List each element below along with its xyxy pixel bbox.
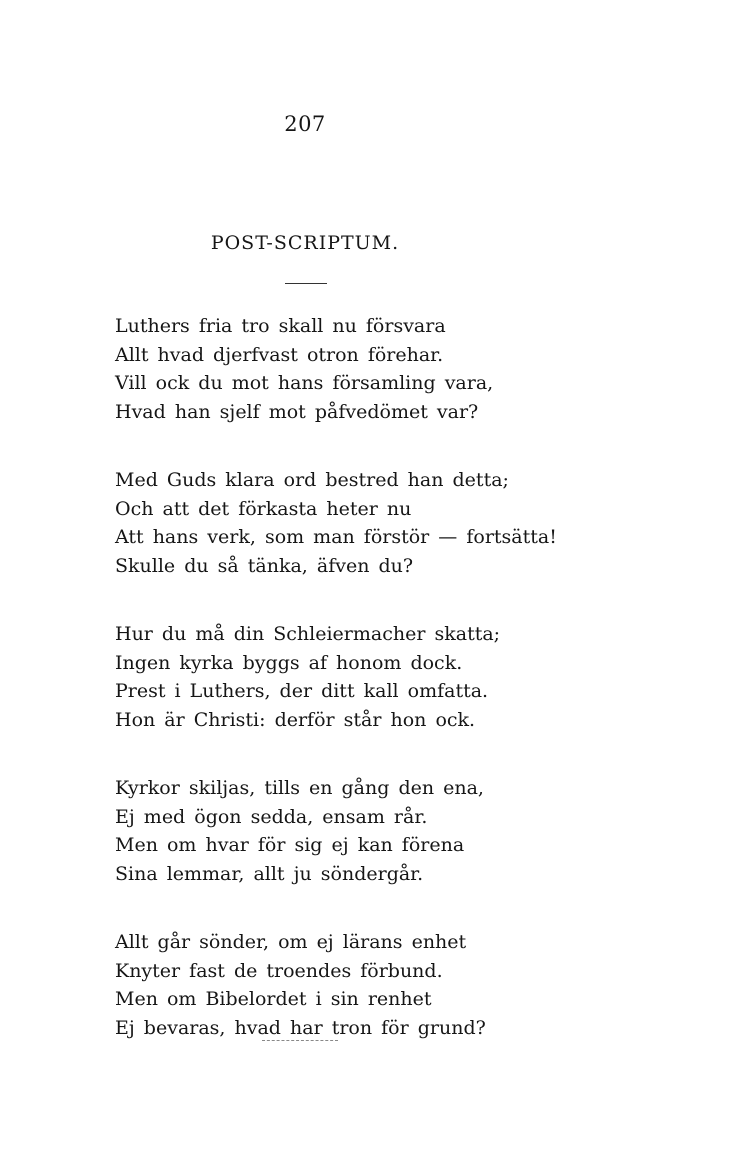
poem-line: Och att det förkasta heter nu [115,497,412,520]
poem-line: Hvad han sjelf mot påfvedömet var? [115,400,479,423]
stanza-1 [115,312,675,426]
poem-line: Med Guds klara ord bestred han detta; [115,469,509,491]
poem-line: Ingen kyrka byggs af honom dock. [115,651,463,674]
poem-line: Men om Bibelordet i sin renhet [115,988,432,1010]
poem-title: POST-SCRIPTUM. [210,232,400,254]
poem-line: Ej bevaras, hvad har tron för grund? [115,1016,486,1039]
stanza-2 [115,466,675,580]
title-divider [285,283,327,284]
poem-body [115,312,675,1082]
poem-line: Ej med ögon sedda, ensam rår. [115,805,428,828]
end-divider [262,1040,338,1041]
poem-line: Skulle du så tänka, äfven du? [115,554,414,577]
poem-line: Prest i Luthers, der ditt kall omfatta. [115,680,489,702]
poem-line: Sina lemmar, allt ju söndergår. [115,862,424,885]
stanza-4 [115,774,675,888]
poem-line: Allt går sönder, om ej lärans enhet [115,931,467,953]
poem-line: Knyter fast de troendes förbund. [115,959,443,982]
poem-line: Hon är Christi: derför står hon ock. [115,708,476,731]
poem-line: Men om hvar för sig ej kan förena [115,834,465,856]
stanza-5 [115,928,675,1042]
poem-line: Att hans verk, som man förstör — fortsätta! [115,526,557,548]
poem-line: Vill ock du mot hans församling vara, [115,372,494,394]
poem-line: Kyrkor skiljas, tills en gång den ena, [115,777,484,799]
poem-line: Hur du må din Schleiermacher skatta; [115,623,501,645]
poem-line: Allt hvad djerfvast otron förehar. [115,343,444,366]
poem-line: Luthers fria tro skall nu försvara [115,315,446,337]
page-number: 207 [284,112,326,136]
stanza-3 [115,620,675,734]
